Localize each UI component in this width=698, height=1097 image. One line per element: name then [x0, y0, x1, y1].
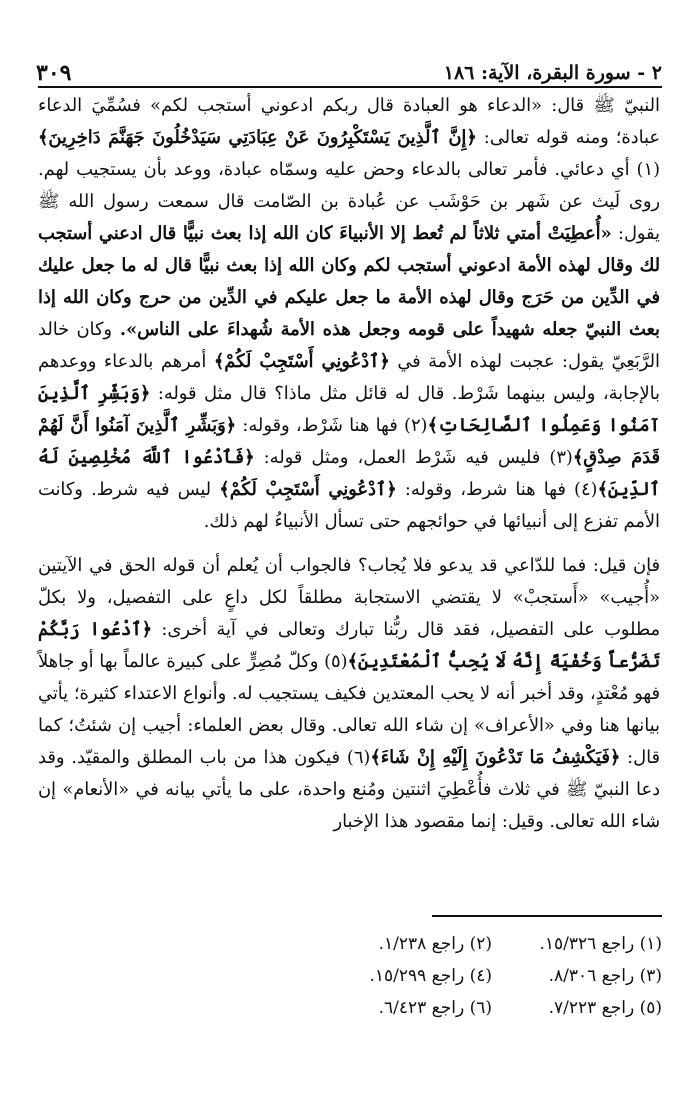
footnote-row	[322, 928, 662, 960]
footnote-4: (٤) راجع ١٥/٢٩٩.	[369, 966, 492, 986]
quran-verse: ﴿ٱدْعُونِي أَسْتَجِبْ لَكُمْ﴾	[213, 351, 390, 372]
paragraph-1: النبيّ ﷺ قال: «الدعاء هو العبادة قال ربكم ادعوني أستجب لكم» فسُمِّيَ الدعاء عبادة؛ ومنه قوله تعالى: ﴿إِنَّ ٱلَّذِينَ يَسْتَكْبِرُونَ عَنْ عِبَادَتِي سَيَدْخُلُونَ جَهَنَّمَ دَاخِرِينَ﴾(١) أي دعائي. فأمر تعالى بالدعاء وحض عليه وسمّاه عبادة، ووعد بأن يستجيب لهم. روى لَيث عن شَهر بن حَوْشَب عن عُبادة بن الصّامت قال سمعت رسول الله ﷺ يقول: «أُعطِيَتْ أمتي ثلاثاً لم تُعط إلا الأنبياءَ كان الله إذا بعث نبيًّا قال ادعني أستجب لك وقال لهذه الأمة ادعوني أستجب لكم وكان الله إذا بعث نبيًّا قال له ما جعل عليك في الدِّين من حَرَج وقال لهذه الأمة ما جعل عليكم في الدِّين من حرج وكان الله إذا بعث النبيّ جعله شهيداً على قومه وجعل هذه الأمة شُهداءَ على الناس». وكان خالد الرَّبَعِيّ يقول: عجبت لهذه الأمة في ﴿ٱدْعُونِي أَسْتَجِبْ لَكُمْ﴾ أمرهم بالدعاء ووعدهم بالإجابة، وليس بينهما شَرْط. قال له قائل مثل ماذا؟ قال مثل قوله: ﴿وَبَشِّرِ ٱلَّذِينَ آمَنُوا وَعَمِلُوا ٱلصَّالِحَاتِ﴾(٢) فها هنا شَرْط، وقوله: ﴿وَبَشِّرِ ٱلَّذِينَ آمَنُوا أَنَّ لَهُمْ قَدَمَ صِدْقٍ﴾(٣) فليس فيه شَرْط العمل، ومثل قوله: ﴿فَٱدْعُوا ٱللَّهَ مُخْلِصِينَ لَهُ ٱلدِّينَ﴾(٤) فها هنا شرط، وقوله: ﴿ٱدْعُونِي أَسْتَجِبْ لَكُمْ﴾ ليس فيه شرط. وكانت الأمم تفزع إلى أنبيائها في حوائجهم حتى تسأل الأنبياءُ لهم ذلك.	[38, 95, 661, 532]
quran-verse: ﴿فَيَكْشِفُ مَا تَدْعُونَ إِلَيْهِ إِنْ شَاءَ﴾	[370, 747, 621, 768]
header-rule	[38, 86, 662, 88]
footnote-3: (٣) راجع ٨/٣٠٦.	[548, 966, 662, 986]
footnote-1: (١) راجع ١٥/٣٢٦.	[539, 934, 662, 954]
page-header	[36, 58, 662, 88]
footnote-rule	[432, 915, 662, 917]
paragraph-2: فإن قيل: فما للدّاعي قد يدعو فلا يُجاب؟ فالجواب أن يُعلم أن قوله الحق في الآيتين «أُجيب» «أَستجبْ» لا يقتضي الاستجابة مطلقاً لكل داعٍ على التفصيل، ولا بكلّ مطلوب على التفصيل، فقد قال ربُّنا تبارك وتعالى في آية أخرى: ﴿ٱدْعُوا رَبَّكُمْ تَضَرُّعاً وَخُفْيَةً إِنَّهُ لَا يُحِبُّ ٱلْمُعْتَدِينَ﴾(٥) وكلّ مُصِرٍّ على كبيرة عالماً بها أو جاهلاً فهو مُعْتدٍ، وقد أخبر أنه لا يحب المعتدين فكيف يستجيب له. وأنواع الاعتداء كثيرة؛ يأتي بيانها هنا وفي «الأعراف» إن شاء الله تعالى. وقال بعض العلماء: أجيب إن شئتُ؛ كما قال: ﴿فَيَكْشِفُ مَا تَدْعُونَ إِلَيْهِ إِنْ شَاءَ﴾(٦) فيكون هذا من باب المطلق والمقيّد. وقد دعا النبيّ ﷺ في ثلاث فأُعْطِيَ اثنتين ومُنع واحدة، على ما يأتي بيانه في «الأنعام» إن شاء الله تعالى. وقيل: إنما مقصود هذا الإخبار	[38, 555, 660, 832]
footnote-6: (٦) راجع ٦/٤٢٣.	[378, 998, 492, 1018]
quran-verse: ﴿إِنَّ ٱلَّذِينَ يَسْتَكْبِرُونَ عَنْ عِبَادَتِي سَيَدْخُلُونَ جَهَنَّمَ دَاخِرِينَ﴾	[38, 127, 477, 148]
footnote-row	[322, 992, 662, 1024]
quran-verse: ﴿وَبَشِّرِ ٱلَّذِينَ آمَنُوا أَنَّ لَهُمْ قَدَمَ صِدْقٍ﴾	[38, 415, 661, 468]
quran-verse: ﴿ٱدْعُوا رَبَّكُمْ تَضَرُّعاً وَخُفْيَةً إِنَّهُ لَا يُحِبُّ ٱلْمُعْتَدِينَ﴾	[38, 619, 660, 672]
main-text	[38, 90, 660, 838]
footnote-row	[322, 960, 662, 992]
hadith-quote: «أُعطِيَتْ أمتي ثلاثاً لم تُعط إلا الأنبياءَ كان الله إذا بعث نبيًّا قال ادعني أستجب لك وقال لهذه الأمة ادعوني أستجب لكم وكان الله إذا بعث نبيًّا قال له ما جعل عليك في الدِّين من حَرَج وقال لهذه الأمة ما جعل عليكم في الدِّين من حرج وكان الله إذا بعث النبيّ جعله شهيداً على قومه وجعل هذه الأمة شُهداءَ على الناس».	[38, 223, 660, 340]
footnotes	[322, 928, 662, 1024]
sura-title: ٢ - سورة البقرة، الآية: ١٨٦	[443, 62, 662, 84]
page-number: ٣٠٩	[36, 60, 72, 86]
quran-verse: ﴿وَبَشِّرِ ٱلَّذِينَ آمَنُوا وَعَمِلُوا ٱلصَّالِحَاتِ﴾	[38, 383, 660, 436]
quran-verse: ﴿فَٱدْعُوا ٱللَّهَ مُخْلِصِينَ لَهُ ٱلدِّينَ﴾	[38, 447, 660, 500]
footnote-2: (٢) راجع ١/٢٣٨.	[378, 934, 492, 954]
footnote-5: (٥) راجع ٧/٢٢٣.	[548, 998, 662, 1018]
quran-verse: ﴿ٱدْعُونِي أَسْتَجِبْ لَكُمْ﴾	[219, 479, 397, 500]
